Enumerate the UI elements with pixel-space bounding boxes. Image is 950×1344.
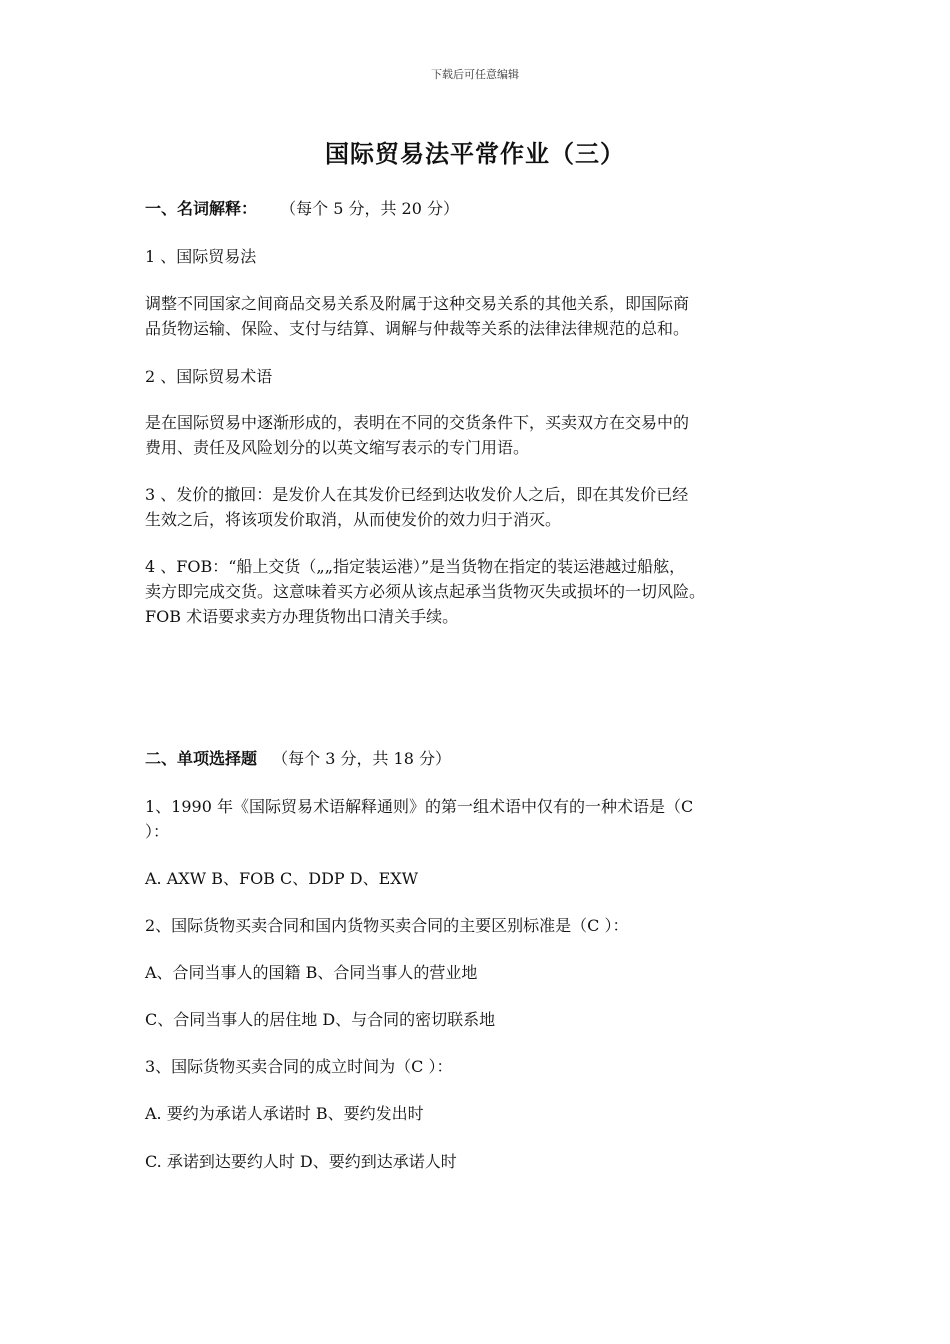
section1-heading (145, 197, 459, 221)
term-4-line3: FOB 术语要求卖方办理货物出口清关手续。 (145, 607, 459, 626)
term-3-line1: 3 、发价的撤回：是发价人在其发价已经到达收发价人之后，即在其发价已经 (145, 485, 689, 504)
question-1-line1: 1、1990 年《国际贸易术语解释通则》的第一组术语中仅有的一种术语是（C (145, 797, 694, 816)
question-2-options-cd: C、合同当事人的居住地 D、与合同的密切联系地 (145, 1010, 496, 1029)
page-title: 国际贸易法平常作业（三） (325, 139, 625, 168)
term-1-definition-line1: 调整不同国家之间商品交易关系及附属于这种交易关系的其他关系，即国际商 (145, 294, 690, 313)
section1-heading-label: 一、名词解释： (145, 199, 258, 218)
question-2-options-ab: A、合同当事人的国籍 B、合同当事人的营业地 (145, 963, 478, 982)
term-1-title: 1 、国际贸易法 (145, 247, 257, 266)
section2-heading (145, 747, 451, 771)
term-2-title: 2 、国际贸易术语 (145, 367, 273, 386)
question-3-options-cd: C. 承诺到达要约人时 D、要约到达承诺人时 (145, 1152, 457, 1171)
section2-heading-note: （每个 3 分，共 18 分） (272, 749, 451, 768)
term-4-line2: 卖方即完成交货。这意味着买方必须从该点起承当货物灭失或损坏的一切风险。 (145, 582, 706, 601)
term-3-line2: 生效之后，将该项发价取消，从而使发价的效力归于消灭。 (145, 510, 562, 529)
question-1-options: A. AXW B、FOB C、DDP D、EXW (145, 869, 419, 888)
question-1-line2: ）： (145, 822, 170, 841)
section1-heading-note: （每个 5 分，共 20 分） (280, 199, 459, 218)
question-3-options-ab: A. 要约为承诺人承诺时 B、要约发出时 (145, 1104, 424, 1123)
question-2: 2、国际货物买卖合同和国内货物买卖合同的主要区别标准是（C ）： (145, 916, 629, 935)
term-4-line1: 4 、FOB：“船上交货（„„指定装运港）”是当货物在指定的装运港越过船舷， (145, 557, 686, 576)
term-2-definition-line2: 费用、责任及风险划分的以英文缩写表示的专门用语。 (145, 438, 530, 457)
question-3: 3、国际货物买卖合同的成立时间为（C ）： (145, 1057, 453, 1076)
header-note: 下载后可任意编辑 (431, 68, 519, 81)
section2-heading-label: 二、单项选择题 (145, 749, 258, 768)
term-1-definition-line2: 品货物运输、保险、支付与结算、调解与仲裁等关系的法律法律规范的总和。 (145, 319, 690, 338)
term-2-definition-line1: 是在国际贸易中逐渐形成的，表明在不同的交货条件下，买卖双方在交易中的 (145, 413, 690, 432)
